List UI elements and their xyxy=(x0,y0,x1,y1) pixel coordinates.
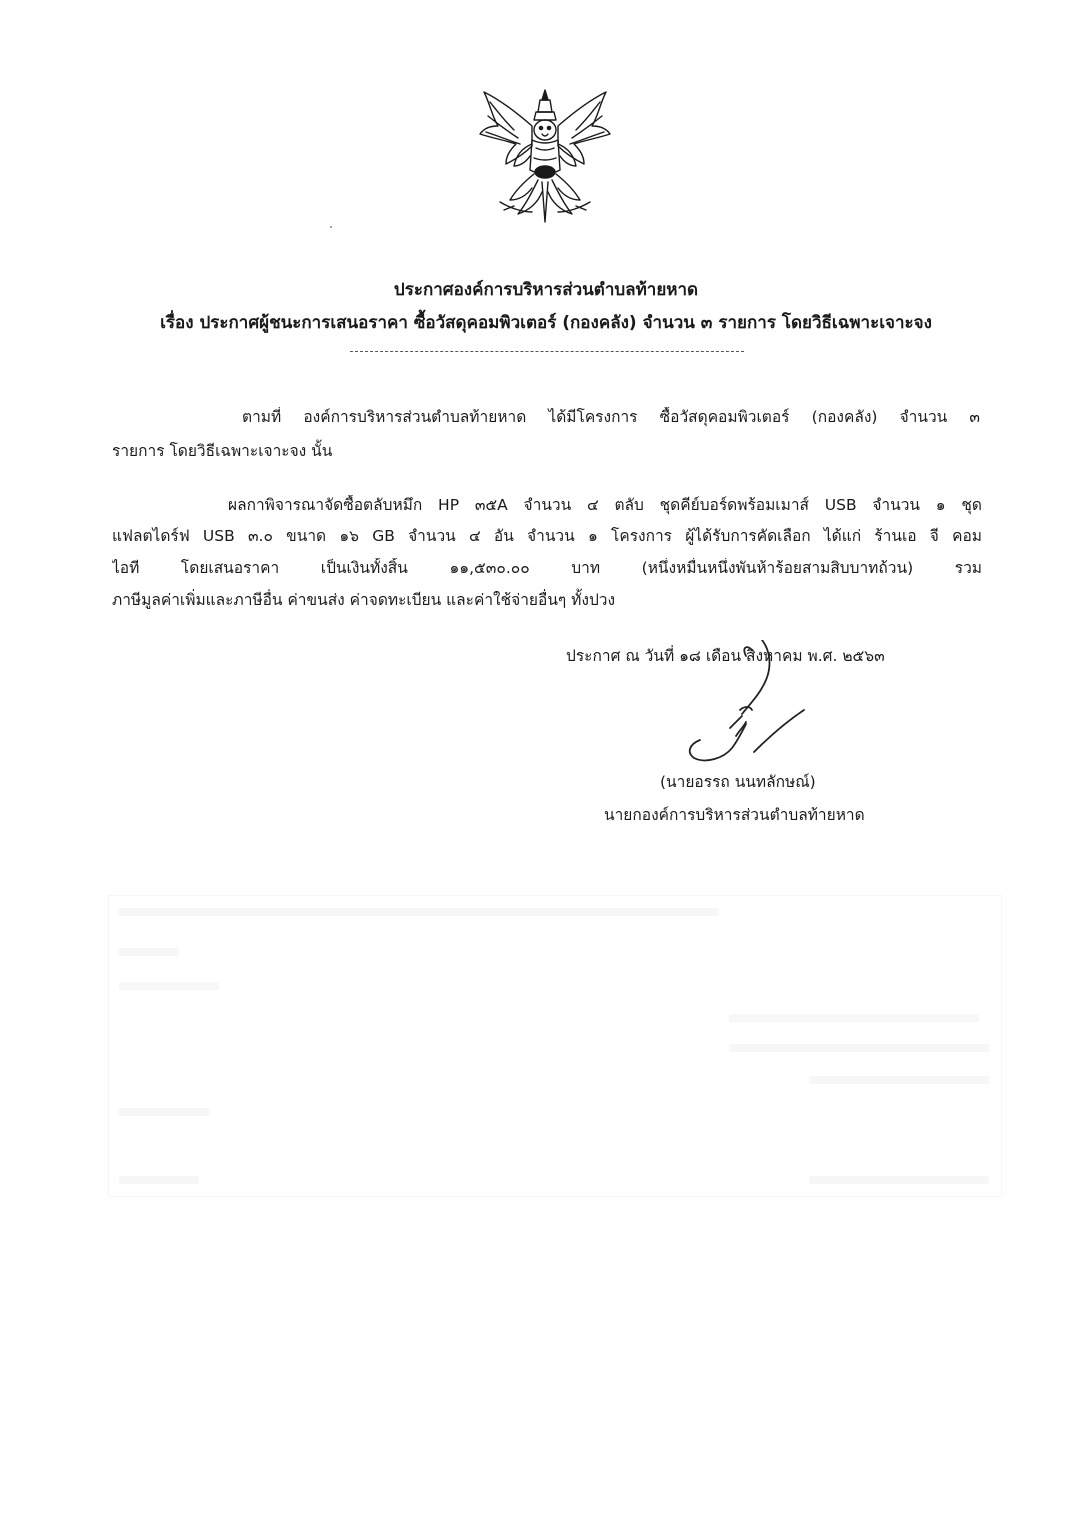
paragraph-1-line-2: รายการ โดยวิธีเฉพาะเจาะจง นั้น xyxy=(112,442,333,460)
paragraph-2-line-4: ภาษีมูลค่าเพิ่มและภาษีอื่น ค่าขนส่ง ค่าจดทะเบียน และค่าใช้จ่ายอื่นๆ ทั้งปวง xyxy=(112,591,616,609)
reverse-side-bleed-through xyxy=(108,895,1002,1197)
announcement-date: ประกาศ ณ วันที่ ๑๘ เดือน สิงหาคม พ.ศ. ๒๕๖๓ xyxy=(566,647,885,665)
signatory-name: (นายอรรถ นนทลักษณ์) xyxy=(660,773,816,791)
announcement-subject: เรื่อง ประกาศผู้ชนะการเสนอราคา ซื้อวัสดุคอมพิวเตอร์ (กองคลัง) จำนวน ๓ รายการ โดยวิธีเฉพาะเจาะจง xyxy=(160,313,932,333)
garuda-emblem-icon xyxy=(470,82,620,232)
announcement-title: ประกาศองค์การบริหารส่วนตำบลท้ายหาด xyxy=(393,280,699,300)
speck xyxy=(330,226,332,228)
paragraph-2-line-1: ผลกาพิจารณาจัดซื้อตลับหมึก HP ๓๕A จำนวน ๔ ตลับ ชุดคีย์บอร์ดพร้อมเมาส์ USB จำนวน ๑ ชุด xyxy=(228,496,982,514)
paragraph-2-line-2: แฟลตไดร์ฟ USB ๓.๐ ขนาด ๑๖ GB จำนวน ๔ อัน จำนวน ๑ โครงการ ผู้ได้รับการคัดเลือก ได้แก่ ร้านเอ จี คอม xyxy=(112,527,982,545)
signatory-position: นายกองค์การบริหารส่วนตำบลท้ายหาด xyxy=(604,806,865,824)
paragraph-2-line-3: ไอที โดยเสนอราคา เป็นเงินทั้งสิ้น ๑๑,๕๓๐.๐๐ บาท (หนึ่งหมื่นหนึ่งพันห้าร้อยสามสิบบาทถ้วน) รวม xyxy=(112,559,982,577)
paragraph-1-line-1: ตามที่ องค์การบริหารส่วนตำบลท้ายหาด ได้มีโครงการ ซื้อวัสดุคอมพิวเตอร์ (กองคลัง) จำนวน ๓ xyxy=(242,408,980,426)
heading-divider xyxy=(350,351,744,352)
handwritten-signature xyxy=(680,640,810,770)
